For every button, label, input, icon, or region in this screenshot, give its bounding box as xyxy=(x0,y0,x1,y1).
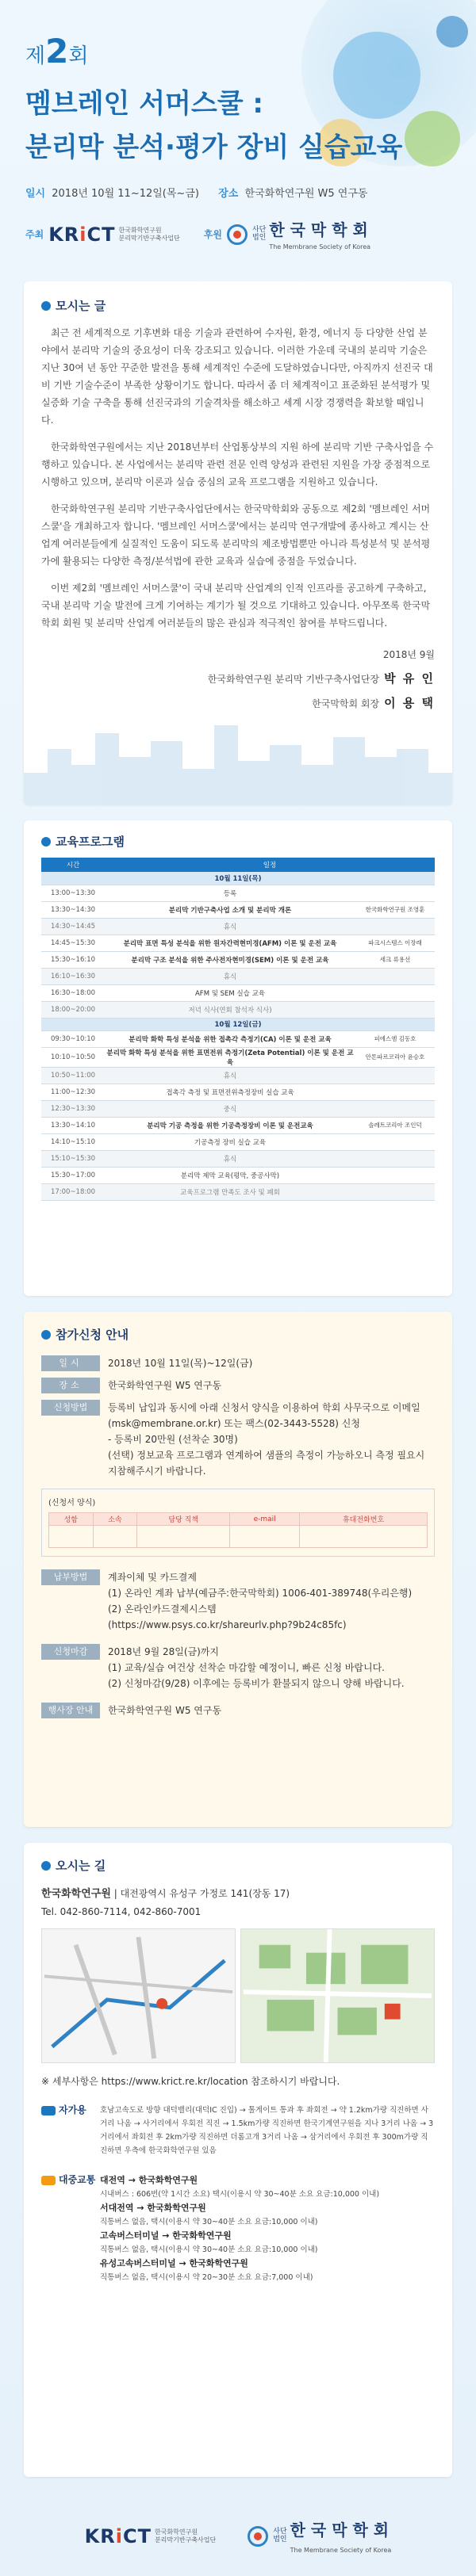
public-transport-directions: 대중교통 대전역 → 한국화학연구원 시내버스 : 606번(약 1시간 소요) 택시(이용시 약 30~40분 소요 요금:10,000 이내) 서대전역 → 한국화학연구원 직통버스 없음, 택시(이용시 약 30~40분 소요 요금:10,000 이내) 고속버스터미널 → 한국화학연구원 직통버스 없음, 택시(이용시 약 30~40분 소요 요금:10,000 이내) 유성고속버스터미널 → 한국화학연구원 직통버스 없음, 택시(이용시 약 20~30분 소요 요금:7,000 이내) xyxy=(41,2173,435,2284)
session-time: 14:30~14:45 xyxy=(41,918,105,934)
session-speaker xyxy=(355,1001,435,1018)
table-row xyxy=(41,1167,435,1183)
form-column-header: e-mail xyxy=(230,1513,300,1526)
date-place-line: 일시 2018년 10월 11~12일(목~금) 장소 한국화학연구원 W5 연구동 xyxy=(25,188,368,200)
section-bullet-icon xyxy=(41,1330,51,1340)
session-time: 13:00~13:30 xyxy=(41,885,105,901)
form-column-header: 휴대전화번호 xyxy=(300,1513,428,1526)
session-title: 기공측정 장비 실습 교육 xyxy=(105,1133,355,1150)
session-speaker xyxy=(355,1084,435,1100)
apply-venue-row: 행사장 안내 한국화학연구원 W5 연구동 xyxy=(41,1703,435,1718)
table-row xyxy=(41,885,435,901)
session-time: 11:00~12:30 xyxy=(41,1084,105,1100)
greeting-paragraph: 한국화학연구원 분리막 기반구축사업단에서는 한국막학회와 공동으로 제2회 '멤브레인 서머스쿨'을 개최하고자 합니다. '멤브레인 서머스쿨'에서는 분리막 연구개발에 종사하고 계시는 산업계 여러분들에게 실질적인 도움이 되도록 분리막의 제조방법뿐만 아니라 특성분석 및 분석평가에 활용되는 다양한 측정/분석법에 관한 교육과 실습에 중점을 두었습니다. xyxy=(41,503,431,567)
day-header-row xyxy=(41,872,435,885)
form-blank-cell xyxy=(93,1526,137,1548)
apply-payment-row: 납부방법 계좌이체 및 카드결제 (1) 온라인 계좌 납부(예금주:한국막학회) 1006-401-389748(우리은행) (2) 온라인카드결제시스템 (https://www.psys.co.kr/shareurlv.php?9b24c85fc) xyxy=(41,1569,435,1633)
session-title: 교육프로그램 만족도 조사 및 폐회 xyxy=(105,1183,355,1200)
session-title: 휴식 xyxy=(105,968,355,984)
address-block: 한국화학연구원 | 대전광역시 유성구 가정로 141(장동 17) Tel. 042-860-7114, 042-860-7001 xyxy=(41,1888,290,1917)
section-bullet-icon xyxy=(41,1861,51,1871)
session-speaker xyxy=(355,1133,435,1150)
form-column-header: 담당 직책 xyxy=(137,1513,230,1526)
membrane-society-mark-icon xyxy=(227,224,248,245)
map-area xyxy=(41,1928,435,2063)
car-directions: 자가용 호남고속도로 방향 대덕밸리(대덕IC 진입) → 톨게이트 통과 후 좌회전 → 약 1.2km가량 직진하면 사거리 나옴 → 사거리에서 우회전 직진 → 1.5km가량 직진하면 한국기계연구원을 지나 3거리 나옴 → 3거리에서 좌회전 후 2km가량 직진하면 더롬고개 3거리 나옴 → 삼거리에서 우회전 후 300m가량 직진하면 우측에 한국화학연구원 있음 xyxy=(41,2104,435,2157)
session-speaker xyxy=(355,1067,435,1084)
day-label: 10월 12일(금) xyxy=(41,1018,435,1030)
greeting-paragraph: 이번 제2회 '멤브레인 서머스쿨'이 국내 분리막 산업계의 인적 인프라를 공고하게 구축하고, 국내 분리막 기술 발전에 크게 기여하는 계기가 될 것으로 기대하고 있습니다. 아무쪼록 한국막학회 회원 및 분리막 산업계 여러분들의 많은 관심과 적극적인 참여를 부탁드립니다. xyxy=(41,583,431,629)
table-row xyxy=(41,1117,435,1133)
location-note: ※ 세부사항은 https://www.krict.re.kr/location 참조하시기 바랍니다. xyxy=(41,2076,340,2087)
session-title: 분리막 표면 특성 분석을 위한 원자간력현미경(AFM) 이론 및 운전 교육 xyxy=(105,934,355,951)
apply-method-row: 신청방법 등록비 납입과 동시에 아래 신청서 양식을 이용하여 학회 사무국으로 이메일(msk@membrane.or.kr) 또는 팩스(02-3443-5528) 신청 - 등록비 20만원 (선착순 30명) (선택) 정보교육 프로그램과 연계하여 샘플의 측정이 가능하오니 측정 필요시 지참해주시기 바랍니다. xyxy=(41,1400,435,1479)
session-speaker xyxy=(355,885,435,901)
table-row xyxy=(41,1084,435,1100)
program-table xyxy=(41,858,435,1201)
section-bullet-icon xyxy=(41,301,51,311)
session-time: 17:00~18:00 xyxy=(41,1183,105,1200)
session-time: 14:45~15:30 xyxy=(41,934,105,951)
session-title: 중식 xyxy=(105,1100,355,1117)
greeting-title: 모시는 글 xyxy=(41,297,435,315)
session-title: 저녁 식사(연회 참석자 식사) xyxy=(105,1001,355,1018)
session-speaker xyxy=(355,1183,435,1200)
signature-2: 한국막학회 회장 이 용 택 xyxy=(312,696,435,710)
session-time: 09:30~10:10 xyxy=(41,1030,105,1047)
application-form-template: (신청서 양식) 성함 소속 담당 직책 e-mail 휴대전화번호 xyxy=(41,1489,435,1557)
table-row xyxy=(41,1030,435,1047)
table-row xyxy=(41,901,435,918)
form-blank-cell xyxy=(300,1526,428,1548)
directions-card xyxy=(24,1843,452,2477)
session-time: 14:10~15:10 xyxy=(41,1133,105,1150)
col-plan: 일정 xyxy=(105,858,435,872)
session-speaker: 세크 류용선 xyxy=(355,951,435,968)
session-speaker: 한국화학연구원 조영훈 xyxy=(355,901,435,918)
session-speaker xyxy=(355,918,435,934)
table-row xyxy=(41,951,435,968)
session-title: 등록 xyxy=(105,885,355,901)
car-icon xyxy=(41,2106,56,2115)
session-title: 분리막 화학 특성 분석을 위한 표면전위 측정기(Zeta Potential) 이론 및 운전 교육 xyxy=(105,1047,355,1067)
road-map-icon xyxy=(42,1929,235,2062)
greeting-paragraph: 한국화학연구원에서는 지난 2018년부터 산업통상부의 지원 하에 분리막 기반 구축사업을 수행하고 있습니다. 본 사업에서는 분리막 관련 전문 인력 양성과 관련된 지원을 가장 중점적으로 시행하고 있으며, 분리막 이론과 실습 중심의 교육 프로그램을 지원하고 있습니다. xyxy=(41,441,434,487)
form-blank-cell xyxy=(49,1526,94,1548)
session-time: 13:30~14:10 xyxy=(41,1117,105,1133)
session-time: 15:30~16:10 xyxy=(41,951,105,968)
table-row xyxy=(41,934,435,951)
program-card xyxy=(24,820,452,1296)
session-title: 접촉각 측정 및 표면전위측정장비 실습 교육 xyxy=(105,1084,355,1100)
apply-title: 참가신청 안내 xyxy=(41,1326,435,1343)
host-line: 주최 KRiCT 한국화학연구원 분리막기반구축사업단 후원 사단 법인 한 국 막 학 회 The Membrane Society of Korea xyxy=(25,217,476,251)
session-time: 10:10~10:50 xyxy=(41,1047,105,1067)
directions-title: 오시는 길 xyxy=(41,1857,435,1874)
campus-map[interactable] xyxy=(240,1928,435,2063)
session-title: 휴식 xyxy=(105,918,355,934)
session-time: 16:10~16:30 xyxy=(41,968,105,984)
session-title: 분리막 제막 교육(평막, 중공사막) xyxy=(105,1167,355,1183)
session-speaker xyxy=(355,968,435,984)
table-row xyxy=(41,1001,435,1018)
title-line-2: 분리막 분석·평가 장비 실습교육 xyxy=(25,132,403,163)
road-map[interactable] xyxy=(41,1928,236,2063)
session-title: AFM 및 SEM 실습 교육 xyxy=(105,984,355,1001)
session-time: 13:30~14:30 xyxy=(41,901,105,918)
session-time: 10:50~11:00 xyxy=(41,1067,105,1084)
membrane-society-logo: 사단 법인 한 국 막 학 회 The Membrane Society of Korea xyxy=(248,2517,391,2555)
table-row xyxy=(41,984,435,1001)
signature-1: 한국화학연구원 분리막 기반구축사업단장 박 유 인 xyxy=(207,671,435,686)
table-row xyxy=(41,918,435,934)
krict-logo: KRiCT 한국화학연구원 분리막기반구축사업단 xyxy=(84,2525,217,2547)
table-row xyxy=(41,1183,435,1200)
session-speaker xyxy=(355,1167,435,1183)
day-header-row xyxy=(41,1018,435,1030)
table-row xyxy=(41,968,435,984)
event-round: 제2회 xyxy=(25,32,89,71)
sign-date: 2018년 9월 xyxy=(382,649,435,660)
apply-date-row: 일시 2018년 10월 11일(목)~12일(금) xyxy=(41,1355,435,1371)
table-row xyxy=(41,1047,435,1067)
session-title: 분리막 화학 특성 분석을 위한 접촉각 측정기(CA) 이론 및 운전 교육 xyxy=(105,1030,355,1047)
form-blank-cell xyxy=(137,1526,230,1548)
campus-map-icon xyxy=(241,1929,434,2062)
session-speaker: 파크시스템스 이장래 xyxy=(355,934,435,951)
session-time: 16:30~18:00 xyxy=(41,984,105,1001)
table-row xyxy=(41,1150,435,1167)
session-time: 15:30~17:00 xyxy=(41,1167,105,1183)
session-title: 분리막 기반구축사업 소개 및 분리막 개론 xyxy=(105,901,355,918)
day-label: 10월 11일(목) xyxy=(41,872,435,885)
table-row xyxy=(41,1100,435,1117)
session-time: 18:00~20:00 xyxy=(41,1001,105,1018)
session-speaker xyxy=(355,1150,435,1167)
hero-header xyxy=(0,0,476,269)
session-title: 분리막 기공 측정을 위한 기공측정장비 이론 및 운전교육 xyxy=(105,1117,355,1133)
apply-deadline-row: 신청마감 2018년 9월 28일(금)까지 (1) 교육/실습 여건상 선착순 마감할 예정이니, 빠른 신청 바랍니다. (2) 신청마감(9/28) 이후에는 등록비가 환불되지 않으니 양해 바랍니다. xyxy=(41,1644,435,1691)
apply-place-row: 장소 한국화학연구원 W5 연구동 xyxy=(41,1378,435,1393)
session-speaker: 솔레트코리아 조인덕 xyxy=(355,1117,435,1133)
session-speaker: 피에스엠 김동호 xyxy=(355,1030,435,1047)
form-column-header: 성함 xyxy=(49,1513,94,1526)
bus-icon xyxy=(41,2176,56,2185)
membrane-society-mark-icon xyxy=(248,2526,268,2547)
session-time: 15:10~15:30 xyxy=(41,1150,105,1167)
footer-logos xyxy=(0,2497,476,2576)
title-line-1: 멤브레인 서머스쿨 : xyxy=(25,88,264,120)
program-title: 교육프로그램 xyxy=(41,833,435,850)
session-title: 휴식 xyxy=(105,1150,355,1167)
session-time: 12:30~13:30 xyxy=(41,1100,105,1117)
session-speaker xyxy=(355,984,435,1001)
apply-card xyxy=(24,1312,452,1827)
form-blank-cell xyxy=(230,1526,300,1548)
greeting-paragraph: 최근 전 세계적으로 기후변화 대응 기술과 관련하여 수자원, 환경, 에너지 등 다양한 산업 분야에서 분리막 기술의 중요성이 더욱 강조되고 있습니다. 이러한 가운데 국내의 분리막 기술은 지난 30여 년 동안 꾸준한 발전을 통해 세계적인 수준에 도달하였습니다만, 아직까지 선진국 대비 기반 기술수준이 부족한 상황이기도 합니다. 따라서 좀 더 체계적이고 표준화된 분석평가 및 실증화 기술 구축을 통해 선진국과의 기술격차를 해소하고 세계 시장 경쟁력을 확보할 때입니다. xyxy=(41,327,433,426)
form-column-header: 소속 xyxy=(93,1513,137,1526)
table-row xyxy=(41,1133,435,1150)
section-bullet-icon xyxy=(41,837,51,847)
col-time: 시간 xyxy=(41,858,105,872)
session-speaker: 안톤파르코리아 윤승호 xyxy=(355,1047,435,1067)
session-title: 분리막 구조 분석을 위한 주사전자현미경(SEM) 이론 및 운전 교육 xyxy=(105,951,355,968)
krict-logo: KRiCT xyxy=(48,223,116,246)
greeting-card xyxy=(24,281,452,805)
payment-link[interactable]: (https://www.psys.co.kr/shareurlv.php?9b24c85fc) xyxy=(108,1619,347,1630)
membrane-society-logo: 사단 법인 한 국 막 학 회 The Membrane Society of Korea xyxy=(227,217,370,251)
session-title: 휴식 xyxy=(105,1067,355,1084)
table-row xyxy=(41,1067,435,1084)
session-speaker xyxy=(355,1100,435,1117)
